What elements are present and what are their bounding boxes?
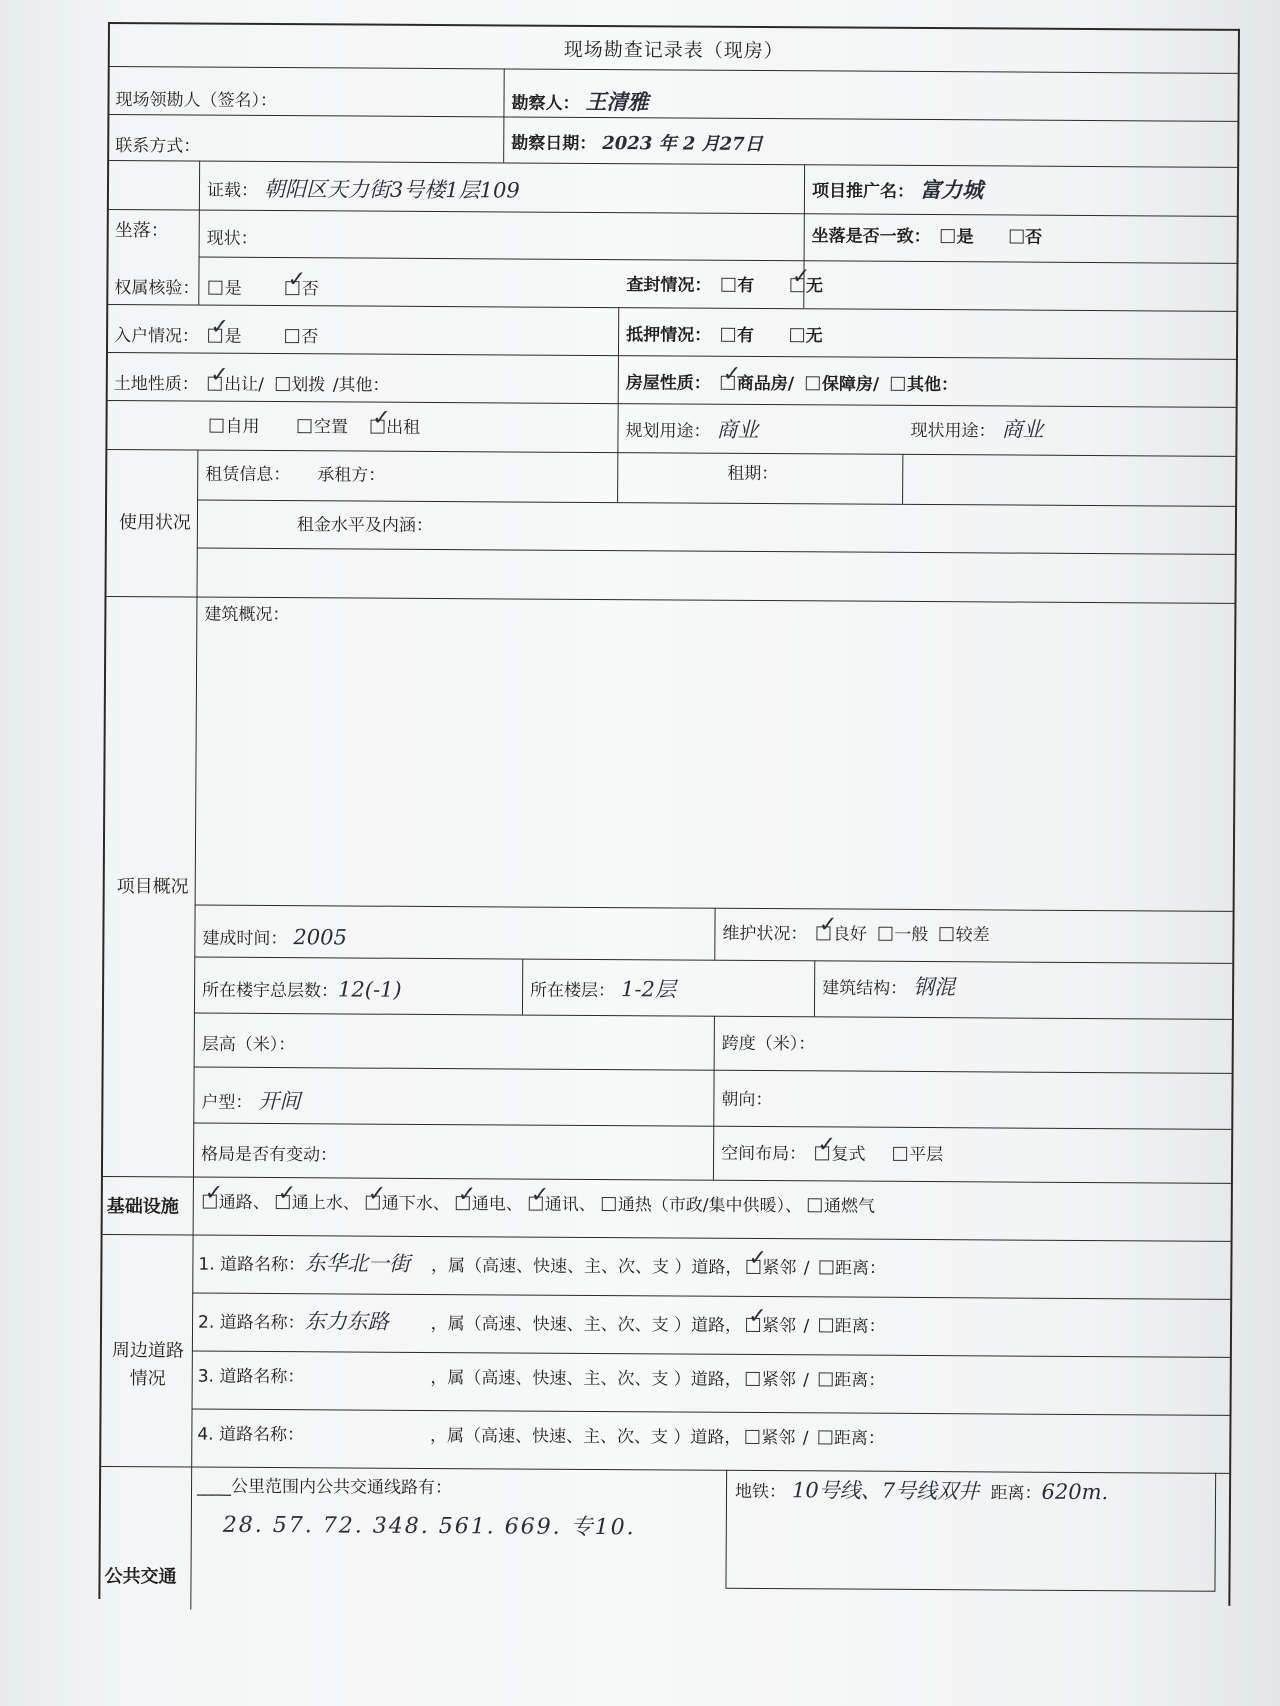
current-use-field[interactable]: [910, 417, 1043, 443]
option-label: 距离：: [833, 1428, 885, 1449]
mortgage-have-checkbox[interactable]: [721, 326, 754, 347]
consistent-no-checkbox[interactable]: [1009, 228, 1042, 249]
option-label: 紧邻: [761, 1428, 796, 1449]
location-consistent-label: 坐落是否一致：: [811, 226, 931, 248]
checkbox-icon: [285, 329, 299, 343]
road-row[interactable]: [198, 1245, 888, 1280]
check-mark-icon: ✓: [204, 1180, 224, 1206]
land-transfer-checkbox[interactable]: [208, 362, 264, 396]
option-label: 通下水、: [381, 1193, 450, 1215]
option-label: 是: [224, 326, 242, 347]
road-section-line-2: 情况: [129, 1367, 166, 1389]
infra-gas-checkbox[interactable]: [808, 1196, 875, 1217]
built-time-label: 建成时间：: [202, 928, 288, 950]
option-label: 否: [301, 327, 319, 348]
space-duplex-checkbox[interactable]: [815, 1132, 866, 1165]
survey-date-label: 勘察日期：: [511, 133, 597, 154]
built-time-field[interactable]: [202, 925, 347, 951]
option-label: 紧邻: [762, 1258, 797, 1279]
transit-section-label: 公共交通: [104, 1566, 177, 1588]
option-label: 是: [224, 278, 242, 299]
built-time-value: 2005: [293, 925, 347, 950]
subway-field[interactable]: [735, 1478, 1108, 1505]
entry-label: 入户情况：: [114, 326, 200, 347]
plan-use-field[interactable]: [625, 417, 758, 443]
consistent-yes-checkbox[interactable]: [941, 227, 974, 248]
subway-label: 地铁：: [734, 1481, 787, 1503]
layout-change-label: 格局是否有变动：: [201, 1144, 338, 1166]
usage-options[interactable]: [205, 405, 422, 439]
mortgage-label: 抵押情况：: [626, 325, 712, 346]
option-label: 保障房/: [821, 374, 880, 395]
surveyor-value: 王清雅: [585, 88, 649, 115]
checkbox-icon: [209, 281, 223, 295]
road-name-value: 东力东路: [304, 1309, 389, 1334]
project-name-label: 项目推广名：: [811, 181, 915, 202]
current-use-label: 现状用途：: [910, 420, 996, 442]
option-label: 否: [301, 279, 319, 300]
space-layout-field[interactable]: [721, 1132, 945, 1166]
seal-field[interactable]: [626, 264, 825, 297]
house-affordable-checkbox[interactable]: [806, 374, 879, 395]
location-consistent-field[interactable]: [812, 226, 1045, 248]
seal-none-checkbox[interactable]: [790, 264, 823, 297]
maintenance-field[interactable]: [722, 912, 991, 946]
infra-telecom-checkbox[interactable]: [529, 1182, 596, 1216]
structure-value: 钢混: [913, 974, 956, 1000]
survey-date-field[interactable]: [511, 132, 763, 155]
road-name-value: [304, 1440, 430, 1441]
road-distance-checkbox[interactable]: [819, 1258, 886, 1279]
house-commercial-checkbox[interactable]: [721, 361, 795, 395]
option-label: 一般: [894, 924, 929, 946]
checkbox-icon: [808, 1198, 822, 1212]
project-name-value: 富力城: [919, 176, 984, 203]
plan-use-label: 规划用途：: [625, 421, 711, 442]
check-mark-icon: ✓: [791, 264, 811, 290]
checkbox-icon: [818, 1372, 832, 1386]
form-title: 现场勘查记录表（现房）: [563, 38, 784, 63]
checkbox-icon: [275, 377, 289, 391]
land-allocate-checkbox[interactable]: [275, 375, 325, 396]
building-overview-area[interactable]: [197, 630, 1233, 906]
land-other-option: /其他：: [332, 375, 390, 396]
certificate-address-value: 朝阳区天力街3号楼1层109: [263, 176, 520, 203]
option-label: 紧邻: [761, 1370, 796, 1391]
infra-options[interactable]: [199, 1180, 877, 1218]
option-label: 距离：: [834, 1316, 886, 1337]
project-section-label: 项目概况: [116, 876, 189, 898]
option-label: 出租: [386, 417, 421, 438]
ownership-field[interactable]: [114, 267, 320, 300]
option-label: 是: [956, 227, 974, 248]
status-label: 现状：: [206, 228, 258, 249]
checkbox-icon: [721, 278, 735, 292]
building-overview-label: 建筑概况：: [204, 604, 290, 626]
option-label: 平层: [909, 1144, 944, 1166]
checkbox-icon: [790, 328, 804, 342]
transit-routes-label: ____公里范围内公共交通线路有：: [196, 1476, 453, 1499]
road-attribute-text: ，属（高速、快速、主、次、支 ）道路，: [429, 1425, 742, 1448]
house-nature-label: 房屋性质：: [625, 373, 711, 394]
separator-text: /: [803, 1258, 816, 1279]
total-floors-label: 所在楼宇总层数：: [202, 980, 339, 1002]
option-label: 通电、: [471, 1194, 523, 1215]
mortgage-field[interactable]: [626, 325, 825, 347]
road-distance-checkbox[interactable]: [819, 1316, 886, 1337]
option-label: 紧邻: [762, 1316, 797, 1337]
option-label: 较差: [955, 925, 990, 946]
seal-have-checkbox[interactable]: [721, 276, 754, 297]
option-label: 出让/: [224, 374, 264, 395]
entry-yes-checkbox[interactable]: [208, 314, 242, 348]
subway-value: 10号线、7号线双井: [791, 1478, 980, 1504]
project-name-field[interactable]: [812, 176, 983, 202]
lessee-label: 承租方：: [317, 465, 386, 486]
land-nature-label: 土地性质：: [113, 374, 199, 395]
location-label: 坐落：: [114, 220, 169, 242]
plan-use-value: 商业: [716, 417, 759, 442]
infra-drainage-checkbox[interactable]: [366, 1181, 450, 1215]
road-adjacent-checkbox[interactable]: [746, 1303, 797, 1337]
road-attribute-text: ，属（高速、快速、主、次、支 ）道路，: [430, 1313, 743, 1336]
total-floors-field[interactable]: [202, 977, 402, 1003]
option-label: 有: [736, 325, 755, 346]
floor-value: 1-2层: [621, 977, 677, 1002]
infra-road-checkbox[interactable]: [203, 1180, 270, 1214]
space-layout-label: 空间布局：: [721, 1143, 807, 1165]
separator-text: /: [802, 1428, 815, 1449]
option-label: 复式: [831, 1144, 866, 1165]
road-distance-checkbox[interactable]: [818, 1428, 885, 1449]
checkbox-icon: [745, 1430, 759, 1444]
house-other-checkbox[interactable]: [891, 375, 958, 396]
usage-self-checkbox[interactable]: [209, 417, 259, 438]
usage-rent-checkbox[interactable]: [370, 405, 421, 439]
check-mark-icon: ✓: [277, 1181, 297, 1207]
road-row[interactable]: [197, 1303, 888, 1338]
checkbox-icon: [806, 376, 820, 390]
lease-info-label: 租赁信息：: [205, 464, 291, 486]
checkbox-icon: [893, 1147, 907, 1161]
check-mark-icon: ✓: [457, 1182, 477, 1208]
mortgage-none-checkbox[interactable]: [790, 326, 823, 347]
entry-no-checkbox[interactable]: [285, 327, 318, 348]
checkbox-icon: [209, 419, 223, 433]
floor-field[interactable]: [530, 977, 676, 1003]
check-mark-icon: ✓: [210, 314, 230, 340]
option-label: 有: [737, 275, 755, 296]
option-label: 商品房/: [736, 373, 795, 395]
total-floors-value: 12(-1): [338, 977, 402, 1002]
check-mark-icon: ✓: [210, 362, 229, 388]
option-label: 通路、: [218, 1192, 270, 1214]
usage-vacant-checkbox[interactable]: [298, 417, 348, 438]
check-mark-icon: ✓: [817, 1132, 837, 1158]
option-label: 距离：: [834, 1370, 886, 1391]
ownership-label: 权属核验：: [114, 278, 200, 299]
usage-section-label: 使用状况: [118, 512, 192, 534]
check-mark-icon: ✓: [367, 1181, 387, 1207]
ownership-no-checkbox[interactable]: [286, 267, 319, 300]
road-name-value: [304, 1382, 430, 1383]
checkbox-icon: [1009, 230, 1023, 244]
road-name-value: 东华北一街: [304, 1251, 411, 1276]
ownership-yes-checkbox[interactable]: [209, 279, 242, 300]
survey-form: [98, 22, 1240, 1606]
road-number-label: 2. 道路名称：: [197, 1312, 305, 1334]
maintenance-label: 维护状况：: [722, 923, 808, 945]
floor-height-label: 层高（米）：: [201, 1034, 296, 1056]
option-label: 否: [1025, 227, 1043, 248]
span-label: 跨度（米）：: [721, 1033, 816, 1055]
option-label: 自用: [225, 416, 260, 437]
checkbox-icon: [298, 419, 312, 433]
option-label: 无: [805, 326, 823, 347]
option-label: 良好: [832, 924, 867, 945]
contact-label: 联系方式：: [115, 136, 201, 157]
road-adjacent-checkbox[interactable]: [746, 1370, 796, 1391]
option-label: 划拨: [291, 375, 326, 396]
checkbox-icon: [602, 1197, 616, 1211]
checkbox-icon: [941, 229, 955, 243]
option-label: 通上水、: [291, 1193, 360, 1214]
checkbox-icon: [819, 1260, 833, 1274]
checkbox-icon: [940, 927, 954, 941]
guide-signature-label: 现场领勘人（签名）：: [115, 90, 278, 112]
maint-poor-checkbox[interactable]: [940, 925, 990, 946]
floor-label: 所在楼层：: [530, 980, 616, 1002]
option-label: 其他：: [906, 374, 959, 396]
option-label: 距离：: [834, 1258, 887, 1279]
road-number-label: 3. 道路名称：: [197, 1366, 305, 1388]
check-mark-icon: ✓: [372, 405, 391, 431]
road-row[interactable]: [198, 1367, 888, 1392]
subway-distance-label: 距离：: [990, 1483, 1042, 1504]
road-number-label: 4. 道路名称：: [197, 1424, 305, 1446]
option-label: 无: [805, 276, 823, 297]
check-mark-icon: ✓: [818, 912, 838, 938]
option-label: 通燃气: [823, 1196, 876, 1217]
rent-level-label: 租金水平及内涵：: [296, 515, 433, 536]
road-number-label: 1. 道路名称：: [198, 1254, 306, 1276]
road-section-label: [106, 1340, 190, 1390]
unit-type-label: 户型：: [201, 1092, 253, 1113]
check-mark-icon: ✓: [530, 1182, 550, 1208]
maint-good-checkbox[interactable]: [817, 912, 867, 945]
road-attribute-text: ，属（高速、快速、主、次、支 ）道路，: [430, 1367, 742, 1390]
checkbox-icon: [878, 927, 892, 941]
road-adjacent-checkbox[interactable]: [745, 1428, 795, 1449]
checkbox-icon: [891, 377, 905, 391]
check-mark-icon: ✓: [287, 267, 307, 293]
option-label: 通讯、: [544, 1194, 596, 1216]
check-mark-icon: ✓: [748, 1245, 768, 1272]
unit-type-value: 开间: [258, 1088, 301, 1114]
maint-normal-checkbox[interactable]: [878, 925, 928, 946]
check-mark-icon: ✓: [748, 1303, 767, 1330]
entry-field[interactable]: [114, 314, 320, 348]
infra-section-label: 基础设施: [106, 1196, 179, 1218]
option-label: 通热（市政/集中供暖）、: [617, 1195, 803, 1217]
surveyor-field[interactable]: [511, 88, 648, 114]
unit-type-field[interactable]: [201, 1089, 300, 1115]
lease-term-label: 租期：: [727, 463, 779, 485]
house-nature-field[interactable]: [625, 361, 960, 396]
checkbox-icon: [746, 1372, 760, 1386]
transit-routes-value[interactable]: 28. 57. 72. 348. 561. 669. 专10.: [222, 1512, 636, 1541]
separator-text: /: [803, 1370, 815, 1391]
surveyor-label: 勘察人：: [511, 93, 580, 114]
road-adjacent-checkbox[interactable]: [746, 1245, 797, 1279]
subway-distance-value: 620m.: [1041, 1479, 1109, 1505]
road-row[interactable]: [197, 1425, 887, 1450]
separator-text: /: [803, 1316, 815, 1337]
space-flat-checkbox[interactable]: [893, 1145, 943, 1166]
seal-label: 查封情况：: [626, 275, 712, 296]
checkbox-icon: [819, 1318, 833, 1332]
structure-label: 建筑结构：: [822, 978, 908, 999]
certificate-label: 证载：: [206, 180, 259, 201]
road-attribute-text: ，属（高速、快速、主、次、支 ）道路，: [430, 1255, 743, 1278]
infra-heating-checkbox[interactable]: [602, 1195, 802, 1217]
current-use-value: 商业: [1001, 417, 1044, 442]
orientation-label: 朝向：: [721, 1089, 773, 1111]
infra-water-supply-checkbox[interactable]: [276, 1181, 360, 1214]
road-distance-checkbox[interactable]: [818, 1370, 885, 1391]
land-nature-field[interactable]: [113, 362, 390, 396]
infra-power-checkbox[interactable]: [456, 1182, 523, 1215]
option-label: 空置: [313, 417, 349, 438]
structure-field[interactable]: [822, 974, 955, 1000]
survey-date-value: 2023 年 2 月27日: [602, 133, 763, 156]
checkbox-icon: [721, 328, 735, 342]
check-mark-icon: ✓: [722, 361, 742, 387]
road-section-line-1: 周边道路: [111, 1340, 184, 1362]
checkbox-icon: [818, 1430, 832, 1444]
certificate-address-field[interactable]: [207, 177, 520, 204]
